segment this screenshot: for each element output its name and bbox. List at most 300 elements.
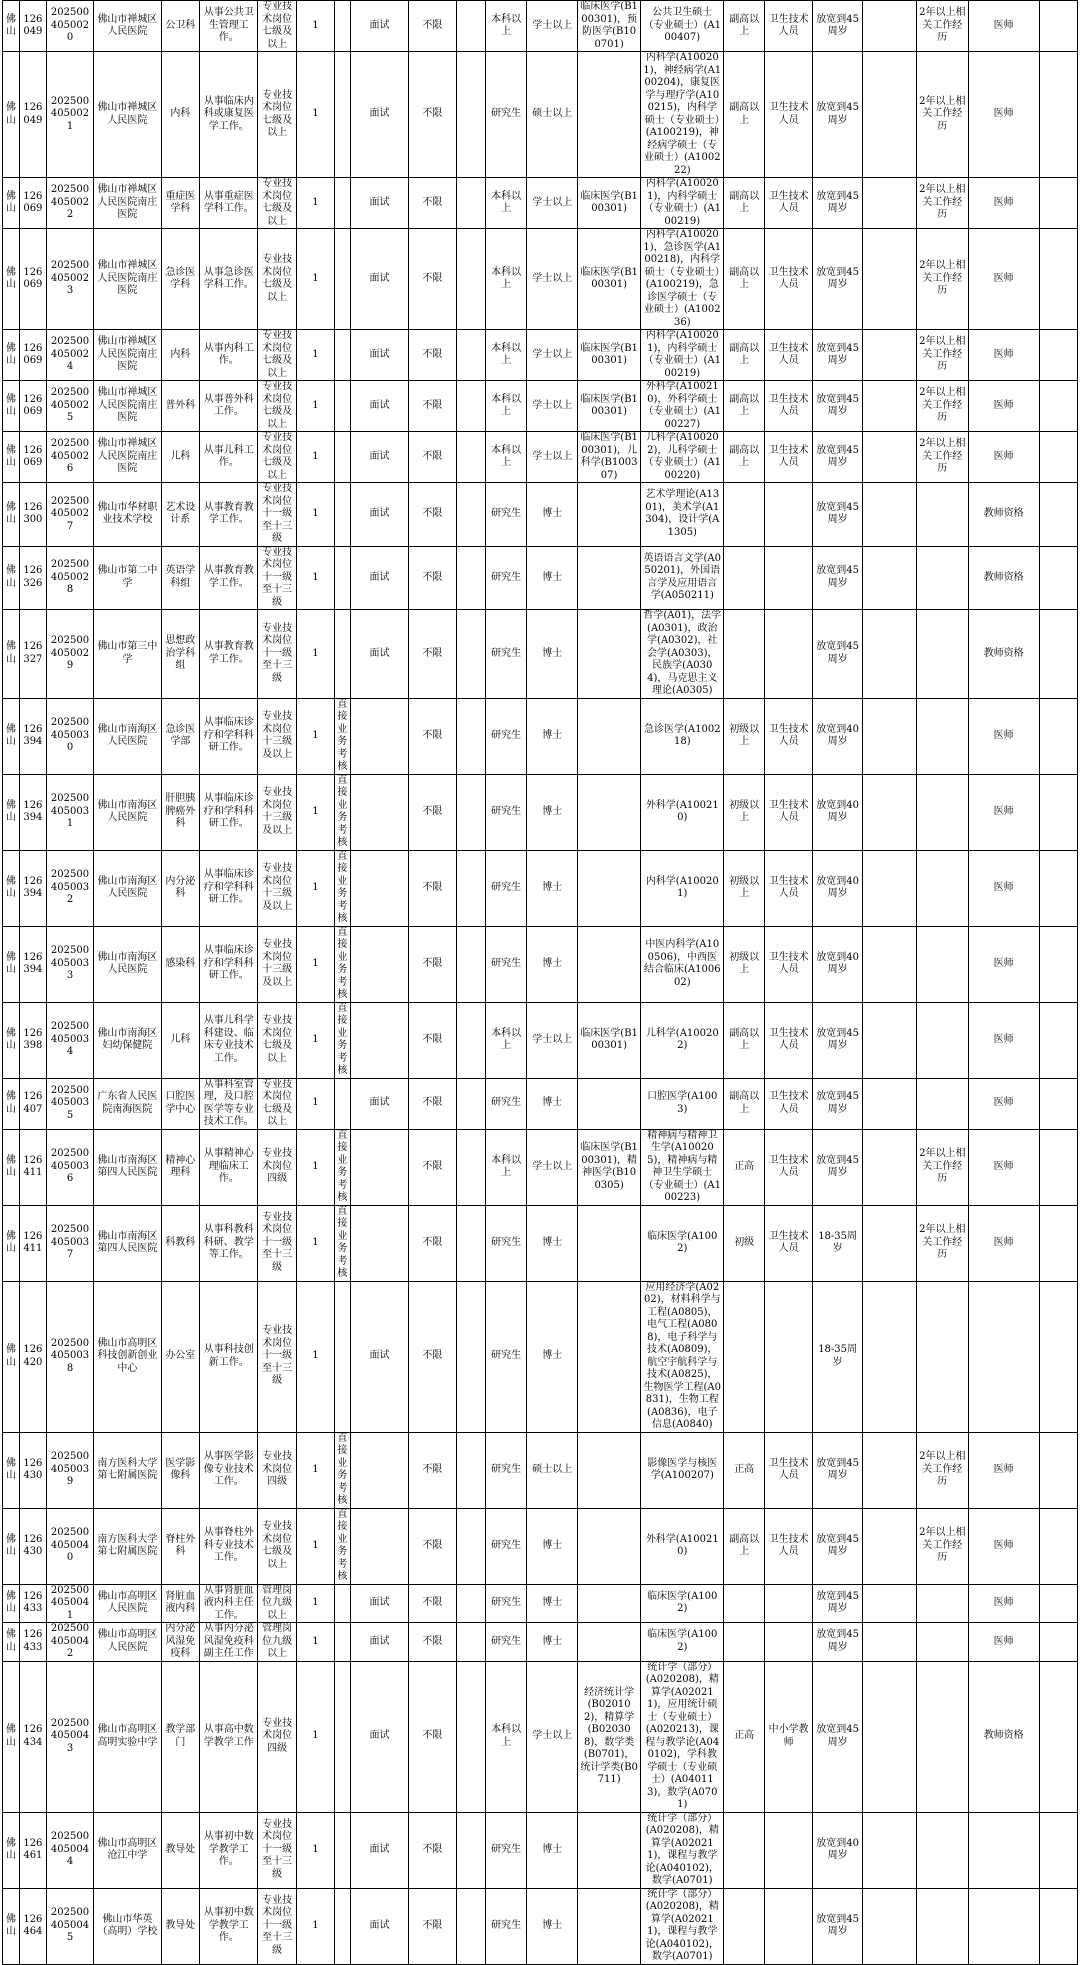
cell-headcount: 1 xyxy=(296,1281,334,1432)
cell-exam-method: 面试 xyxy=(350,1281,409,1432)
cell-title-requirement: 副高以上 xyxy=(724,381,765,432)
cell-age-limit: 放宽到45周岁 xyxy=(813,1508,863,1584)
cell-other-requirement: 医师 xyxy=(968,432,1039,483)
cell-exam-method xyxy=(350,774,409,850)
cell-work-experience xyxy=(916,926,968,1002)
cell-blank-4 xyxy=(1039,1508,1077,1584)
cell-graduate-major: 外科学(A100210)，外科学硕士（专业硕士）(A100227) xyxy=(641,381,724,432)
cell-age-limit: 放宽到45周岁 xyxy=(813,1,863,52)
cell-blank-2 xyxy=(456,1623,485,1662)
cell-region: 佛山 xyxy=(3,1205,20,1281)
cell-unit-name: 南方医科大学第七附属医院 xyxy=(94,1508,162,1584)
cell-title-requirement: 副高以上 xyxy=(724,178,765,229)
cell-unit-name: 佛山市南海区人民医院 xyxy=(94,926,162,1002)
cell-department: 思想政治学科组 xyxy=(161,610,199,699)
cell-other-requirement: 医师 xyxy=(968,1205,1039,1281)
cell-blank-2 xyxy=(456,774,485,850)
cell-exam-ratio: 不限 xyxy=(409,432,456,483)
cell-unit-name: 佛山市禅城区人民医院南庄医院 xyxy=(94,178,162,229)
cell-region: 佛山 xyxy=(3,546,20,610)
cell-headcount: 1 xyxy=(296,610,334,699)
cell-title-requirement: 副高以上 xyxy=(724,229,765,330)
cell-title-requirement: 初级以上 xyxy=(724,698,765,774)
cell-blank-4 xyxy=(1039,1888,1077,1964)
cell-work-experience: 2年以上相关工作经历 xyxy=(916,432,968,483)
cell-headcount: 1 xyxy=(296,178,334,229)
cell-degree: 博士 xyxy=(527,850,578,926)
cell-graduate-major: 急诊医学(A100218) xyxy=(641,698,724,774)
cell-age-limit: 放宽到45周岁 xyxy=(813,178,863,229)
table-row xyxy=(3,229,1078,330)
cell-blank-1: 直接业务考核 xyxy=(335,1205,351,1281)
cell-post-level: 专业技术岗位四级 xyxy=(258,1129,296,1205)
cell-work-experience: 2年以上相关工作经历 xyxy=(916,1205,968,1281)
cell-blank-2 xyxy=(456,483,485,547)
cell-blank-2 xyxy=(456,229,485,330)
cell-qualification-type: 卫生技术人员 xyxy=(764,381,812,432)
cell-department: 办公室 xyxy=(161,1281,199,1432)
cell-unit-name: 佛山市南海区人民医院 xyxy=(94,698,162,774)
cell-job-description: 从事教育教学工作。 xyxy=(199,546,258,610)
cell-age-limit: 放宽到45周岁 xyxy=(813,1888,863,1964)
cell-title-requirement: 正高 xyxy=(724,1129,765,1205)
cell-exam-method xyxy=(350,926,409,1002)
cell-age-limit: 放宽到40周岁 xyxy=(813,926,863,1002)
cell-region: 佛山 xyxy=(3,52,20,178)
cell-undergrad-major: 临床医学(B100301) xyxy=(578,178,641,229)
cell-blank-2 xyxy=(456,1,485,52)
cell-work-experience xyxy=(916,774,968,850)
cell-undergrad-major xyxy=(578,774,641,850)
cell-exam-ratio: 不限 xyxy=(409,546,456,610)
cell-undergrad-major xyxy=(578,926,641,1002)
cell-blank-1 xyxy=(335,1078,351,1129)
cell-education: 研究生 xyxy=(485,698,527,774)
cell-region: 佛山 xyxy=(3,774,20,850)
cell-unit-code: 126464 xyxy=(19,1888,46,1964)
cell-graduate-major: 统计学（部分）(A020208)，精算学(A020211)，课程与教学论(A040102)，数学(A0701) xyxy=(641,1812,724,1888)
cell-blank-2 xyxy=(456,610,485,699)
cell-job-description: 从事教育教学工作。 xyxy=(199,483,258,547)
cell-exam-ratio: 不限 xyxy=(409,774,456,850)
cell-graduate-major: 临床医学(A1002) xyxy=(641,1623,724,1662)
cell-other-requirement: 医师 xyxy=(968,330,1039,381)
cell-blank-2 xyxy=(456,1584,485,1623)
cell-exam-method: 面试 xyxy=(350,178,409,229)
cell-region: 佛山 xyxy=(3,926,20,1002)
cell-graduate-major: 内科学(A100201) xyxy=(641,850,724,926)
cell-blank-2 xyxy=(456,1002,485,1078)
cell-blank-3 xyxy=(862,1,916,52)
cell-undergrad-major: 临床医学(B100301) xyxy=(578,381,641,432)
cell-region: 佛山 xyxy=(3,483,20,547)
cell-post-level: 专业技术岗位十三级及以上 xyxy=(258,774,296,850)
cell-department: 肝胆胰脾癌外科 xyxy=(161,774,199,850)
cell-headcount: 1 xyxy=(296,1508,334,1584)
cell-age-limit: 放宽到45周岁 xyxy=(813,229,863,330)
cell-region: 佛山 xyxy=(3,1432,20,1508)
cell-age-limit: 放宽到45周岁 xyxy=(813,1661,863,1812)
cell-blank-4 xyxy=(1039,926,1077,1002)
cell-region: 佛山 xyxy=(3,229,20,330)
cell-qualification-type: 卫生技术人员 xyxy=(764,1129,812,1205)
cell-work-experience: 2年以上相关工作经历 xyxy=(916,1432,968,1508)
cell-graduate-major: 应用经济学(A0202)，材料科学与工程(A0805)，电气工程(A0808)，电子科学与技术(A0809)，航空宇航科学与技术(A0825)，生物医学工程(A0831)，生物工程(A0836)，电子信息(A0840) xyxy=(641,1281,724,1432)
cell-age-limit: 放宽到40周岁 xyxy=(813,1812,863,1888)
cell-blank-1 xyxy=(335,178,351,229)
cell-job-description: 从事脊柱外科专业技术工作。 xyxy=(199,1508,258,1584)
cell-blank-2 xyxy=(456,1432,485,1508)
cell-blank-1: 直接业务考核 xyxy=(335,698,351,774)
cell-work-experience: 2年以上相关工作经历 xyxy=(916,1129,968,1205)
cell-degree: 硕士以上 xyxy=(527,52,578,178)
cell-blank-3 xyxy=(862,1078,916,1129)
cell-post-code: 2025004050020 xyxy=(46,1,93,52)
cell-graduate-major: 内科学(A100201)，内科学硕士（专业硕士）(A100219) xyxy=(641,330,724,381)
cell-title-requirement xyxy=(724,546,765,610)
cell-exam-method: 面试 xyxy=(350,1623,409,1662)
table-row xyxy=(3,1508,1078,1584)
cell-degree: 学士以上 xyxy=(527,178,578,229)
cell-post-level: 专业技术岗位七级及以上 xyxy=(258,432,296,483)
cell-education: 本科以上 xyxy=(485,178,527,229)
cell-education: 本科以上 xyxy=(485,1002,527,1078)
cell-region: 佛山 xyxy=(3,381,20,432)
cell-age-limit: 放宽到45周岁 xyxy=(813,546,863,610)
cell-blank-3 xyxy=(862,381,916,432)
cell-unit-name: 佛山市高明区科技创新创业中心 xyxy=(94,1281,162,1432)
cell-education: 本科以上 xyxy=(485,330,527,381)
cell-post-code: 2025004050034 xyxy=(46,1002,93,1078)
cell-title-requirement: 副高以上 xyxy=(724,1002,765,1078)
cell-work-experience: 2年以上相关工作经历 xyxy=(916,330,968,381)
cell-other-requirement: 医师 xyxy=(968,229,1039,330)
cell-education: 研究生 xyxy=(485,1432,527,1508)
cell-unit-name: 佛山市禅城区人民医院南庄医院 xyxy=(94,381,162,432)
cell-undergrad-major xyxy=(578,483,641,547)
cell-job-description: 从事急诊医学科工作。 xyxy=(199,229,258,330)
cell-work-experience xyxy=(916,1281,968,1432)
cell-age-limit: 放宽到45周岁 xyxy=(813,1432,863,1508)
cell-department: 儿科 xyxy=(161,1002,199,1078)
cell-unit-name: 佛山市南海区第四人民医院 xyxy=(94,1205,162,1281)
cell-other-requirement: 医师 xyxy=(968,52,1039,178)
cell-blank-3 xyxy=(862,1812,916,1888)
cell-exam-method: 面试 xyxy=(350,1,409,52)
table-row xyxy=(3,1623,1078,1662)
cell-blank-3 xyxy=(862,1002,916,1078)
cell-post-code: 2025004050021 xyxy=(46,52,93,178)
cell-headcount: 1 xyxy=(296,926,334,1002)
cell-exam-ratio: 不限 xyxy=(409,850,456,926)
cell-unit-name: 佛山市南海区人民医院 xyxy=(94,774,162,850)
cell-blank-2 xyxy=(456,1661,485,1812)
cell-job-description: 从事科教科科研、教学等工作。 xyxy=(199,1205,258,1281)
cell-graduate-major: 口腔医学(A1003) xyxy=(641,1078,724,1129)
cell-undergrad-major xyxy=(578,546,641,610)
cell-work-experience: 2年以上相关工作经历 xyxy=(916,178,968,229)
cell-headcount: 1 xyxy=(296,1812,334,1888)
cell-unit-name: 佛山市南海区妇幼保健院 xyxy=(94,1002,162,1078)
cell-blank-4 xyxy=(1039,1078,1077,1129)
cell-other-requirement: 医师 xyxy=(968,1,1039,52)
cell-job-description: 从事初中数学教学工作。 xyxy=(199,1888,258,1964)
cell-education: 本科以上 xyxy=(485,432,527,483)
cell-other-requirement: 教师资格 xyxy=(968,546,1039,610)
cell-exam-method xyxy=(350,850,409,926)
cell-unit-name: 佛山市禅城区人民医院南庄医院 xyxy=(94,229,162,330)
table-row xyxy=(3,1432,1078,1508)
cell-degree: 学士以上 xyxy=(527,1129,578,1205)
cell-department: 精神心理科 xyxy=(161,1129,199,1205)
cell-headcount: 1 xyxy=(296,1129,334,1205)
cell-exam-ratio: 不限 xyxy=(409,229,456,330)
cell-blank-4 xyxy=(1039,178,1077,229)
cell-graduate-major: 临床医学(A1002) xyxy=(641,1205,724,1281)
cell-graduate-major: 内科学(A100201)，急诊医学(A100218)，内科学硕士（专业硕士）(A100219)，急诊医学硕士（专业硕士）(A100236) xyxy=(641,229,724,330)
cell-unit-code: 126069 xyxy=(19,432,46,483)
cell-degree: 学士以上 xyxy=(527,1661,578,1812)
cell-job-description: 从事临床诊疗和学科科研工作。 xyxy=(199,774,258,850)
cell-blank-2 xyxy=(456,52,485,178)
cell-graduate-major: 儿科学(A100202) xyxy=(641,1002,724,1078)
cell-work-experience xyxy=(916,1078,968,1129)
cell-job-description: 从事教育教学工作。 xyxy=(199,610,258,699)
cell-qualification-type: 卫生技术人员 xyxy=(764,1078,812,1129)
table-body xyxy=(3,1,1078,1965)
cell-work-experience xyxy=(916,1623,968,1662)
cell-other-requirement: 医师 xyxy=(968,926,1039,1002)
cell-post-code: 2025004050025 xyxy=(46,381,93,432)
cell-exam-method: 面试 xyxy=(350,381,409,432)
table-row xyxy=(3,1002,1078,1078)
cell-undergrad-major xyxy=(578,610,641,699)
cell-education: 研究生 xyxy=(485,610,527,699)
cell-post-level: 专业技术岗位十一级至十三级 xyxy=(258,546,296,610)
cell-unit-code: 126069 xyxy=(19,381,46,432)
cell-region: 佛山 xyxy=(3,1508,20,1584)
cell-other-requirement xyxy=(968,1812,1039,1888)
cell-graduate-major: 内科学(A100201)，内科学硕士（专业硕士）(A100219) xyxy=(641,178,724,229)
cell-qualification-type xyxy=(764,610,812,699)
cell-job-description: 从事临床诊疗和学科科研工作。 xyxy=(199,926,258,1002)
cell-post-code: 2025004050040 xyxy=(46,1508,93,1584)
cell-post-level: 专业技术岗位七级及以上 xyxy=(258,381,296,432)
cell-qualification-type: 卫生技术人员 xyxy=(764,432,812,483)
cell-title-requirement xyxy=(724,483,765,547)
cell-exam-ratio: 不限 xyxy=(409,381,456,432)
cell-degree: 博士 xyxy=(527,1584,578,1623)
cell-unit-name: 佛山市高明区人民医院 xyxy=(94,1623,162,1662)
cell-exam-method: 面试 xyxy=(350,483,409,547)
cell-unit-name: 佛山市禅城区人民医院南庄医院 xyxy=(94,330,162,381)
cell-unit-code: 126407 xyxy=(19,1078,46,1129)
cell-other-requirement: 医师 xyxy=(968,1432,1039,1508)
cell-undergrad-major: 经济统计学(B020102)，精算学(B020308)，数学类(B0701)，统计学类(B0711) xyxy=(578,1661,641,1812)
cell-other-requirement: 教师资格 xyxy=(968,1661,1039,1812)
cell-blank-4 xyxy=(1039,52,1077,178)
cell-education: 本科以上 xyxy=(485,1661,527,1812)
cell-headcount: 1 xyxy=(296,1,334,52)
cell-exam-ratio: 不限 xyxy=(409,926,456,1002)
cell-post-level: 专业技术岗位十三级及以上 xyxy=(258,926,296,1002)
cell-other-requirement: 医师 xyxy=(968,1002,1039,1078)
cell-exam-method: 面试 xyxy=(350,1888,409,1964)
cell-department: 感染科 xyxy=(161,926,199,1002)
table-row xyxy=(3,483,1078,547)
cell-unit-code: 126049 xyxy=(19,1,46,52)
table-row xyxy=(3,1812,1078,1888)
cell-education: 研究生 xyxy=(485,1281,527,1432)
cell-undergrad-major: 临床医学(B100301)，儿科学(B100307) xyxy=(578,432,641,483)
cell-post-code: 2025004050035 xyxy=(46,1078,93,1129)
cell-qualification-type xyxy=(764,1281,812,1432)
cell-post-code: 2025004050039 xyxy=(46,1432,93,1508)
cell-unit-name: 佛山市禅城区人民医院 xyxy=(94,1,162,52)
cell-blank-1 xyxy=(335,1281,351,1432)
cell-blank-3 xyxy=(862,1281,916,1432)
cell-headcount: 1 xyxy=(296,774,334,850)
cell-education: 研究生 xyxy=(485,1888,527,1964)
cell-unit-name: 佛山市华材职业技术学校 xyxy=(94,483,162,547)
cell-degree: 博士 xyxy=(527,1205,578,1281)
cell-blank-2 xyxy=(456,1281,485,1432)
cell-exam-method xyxy=(350,1432,409,1508)
cell-unit-code: 126069 xyxy=(19,229,46,330)
cell-education: 研究生 xyxy=(485,1623,527,1662)
cell-degree: 学士以上 xyxy=(527,330,578,381)
cell-exam-ratio: 不限 xyxy=(409,1281,456,1432)
cell-post-level: 专业技术岗位七级及以上 xyxy=(258,229,296,330)
cell-blank-4 xyxy=(1039,1661,1077,1812)
cell-qualification-type xyxy=(764,1623,812,1662)
cell-age-limit: 放宽到45周岁 xyxy=(813,432,863,483)
cell-undergrad-major xyxy=(578,698,641,774)
cell-education: 本科以上 xyxy=(485,1129,527,1205)
cell-undergrad-major xyxy=(578,1205,641,1281)
cell-graduate-major: 艺术学理论(A1301)，美术学(A1304)，设计学(A1305) xyxy=(641,483,724,547)
cell-headcount: 1 xyxy=(296,1205,334,1281)
cell-exam-ratio: 不限 xyxy=(409,1508,456,1584)
cell-unit-code: 126434 xyxy=(19,1661,46,1812)
cell-headcount: 1 xyxy=(296,850,334,926)
cell-qualification-type xyxy=(764,483,812,547)
cell-post-level: 专业技术岗位十三级及以上 xyxy=(258,698,296,774)
cell-unit-code: 126394 xyxy=(19,774,46,850)
cell-work-experience: 2年以上相关工作经历 xyxy=(916,1508,968,1584)
cell-blank-2 xyxy=(456,546,485,610)
cell-undergrad-major xyxy=(578,1078,641,1129)
cell-headcount: 1 xyxy=(296,1888,334,1964)
cell-exam-ratio: 不限 xyxy=(409,1002,456,1078)
cell-job-description: 从事公共卫生管理工作。 xyxy=(199,1,258,52)
cell-blank-3 xyxy=(862,178,916,229)
cell-work-experience xyxy=(916,546,968,610)
cell-title-requirement: 初级以上 xyxy=(724,850,765,926)
cell-unit-name: 佛山市第二中学 xyxy=(94,546,162,610)
cell-job-description: 从事重症医学科工作。 xyxy=(199,178,258,229)
table-row xyxy=(3,1205,1078,1281)
cell-blank-4 xyxy=(1039,1584,1077,1623)
cell-exam-ratio: 不限 xyxy=(409,1,456,52)
cell-post-code: 2025004050038 xyxy=(46,1281,93,1432)
recruitment-table-sheet xyxy=(2,0,1078,1965)
cell-post-level: 专业技术岗位十一级至十三级 xyxy=(258,1812,296,1888)
cell-other-requirement: 医师 xyxy=(968,1508,1039,1584)
cell-degree: 博士 xyxy=(527,1623,578,1662)
table-row xyxy=(3,432,1078,483)
cell-graduate-major: 统计学（部分）(A020208)，精算学(A020211)，课程与教学论(A040102)，数学(A0701) xyxy=(641,1888,724,1964)
cell-exam-ratio: 不限 xyxy=(409,1584,456,1623)
cell-blank-1 xyxy=(335,229,351,330)
cell-qualification-type xyxy=(764,1812,812,1888)
cell-region: 佛山 xyxy=(3,610,20,699)
cell-post-level: 专业技术岗位十一级至十三级 xyxy=(258,610,296,699)
cell-graduate-major: 统计学（部分）(A020208)，精算学(A020211)，应用统计硕士（专业硕士）(A020213)，课程与教学论(A040102)，学科教学硕士（专业硕士）(A040113)，数学(A0701) xyxy=(641,1661,724,1812)
cell-degree: 博士 xyxy=(527,1281,578,1432)
cell-blank-3 xyxy=(862,330,916,381)
cell-other-requirement: 医师 xyxy=(968,1078,1039,1129)
cell-post-level: 专业技术岗位十一级至十三级 xyxy=(258,483,296,547)
cell-blank-2 xyxy=(456,432,485,483)
cell-post-level: 专业技术岗位七级及以上 xyxy=(258,1002,296,1078)
cell-post-level: 专业技术岗位七级及以上 xyxy=(258,178,296,229)
cell-department: 脊柱外科 xyxy=(161,1508,199,1584)
cell-title-requirement xyxy=(724,1623,765,1662)
cell-blank-3 xyxy=(862,850,916,926)
cell-job-description: 从事临床诊疗和学科科研工作。 xyxy=(199,850,258,926)
cell-exam-method: 面试 xyxy=(350,546,409,610)
cell-blank-2 xyxy=(456,330,485,381)
cell-degree: 博士 xyxy=(527,926,578,1002)
cell-post-level: 专业技术岗位四级 xyxy=(258,1661,296,1812)
cell-undergrad-major xyxy=(578,1812,641,1888)
cell-unit-code: 126069 xyxy=(19,330,46,381)
cell-qualification-type: 卫生技术人员 xyxy=(764,1508,812,1584)
cell-qualification-type: 卫生技术人员 xyxy=(764,850,812,926)
cell-blank-1 xyxy=(335,483,351,547)
cell-region: 佛山 xyxy=(3,432,20,483)
cell-unit-code: 126411 xyxy=(19,1129,46,1205)
cell-education: 研究生 xyxy=(485,1812,527,1888)
cell-blank-1: 直接业务考核 xyxy=(335,1002,351,1078)
cell-exam-ratio: 不限 xyxy=(409,330,456,381)
cell-post-level: 专业技术岗位十一级至十三级 xyxy=(258,1205,296,1281)
cell-exam-ratio: 不限 xyxy=(409,1661,456,1812)
cell-job-description: 从事医学影像专业技术工作。 xyxy=(199,1432,258,1508)
cell-blank-3 xyxy=(862,546,916,610)
cell-region: 佛山 xyxy=(3,1129,20,1205)
cell-department: 口腔医学中心 xyxy=(161,1078,199,1129)
cell-blank-4 xyxy=(1039,1129,1077,1205)
cell-unit-code: 126394 xyxy=(19,926,46,1002)
cell-degree: 博士 xyxy=(527,483,578,547)
cell-other-requirement: 教师资格 xyxy=(968,483,1039,547)
cell-blank-1 xyxy=(335,1584,351,1623)
cell-age-limit: 放宽到45周岁 xyxy=(813,1584,863,1623)
cell-undergrad-major: 临床医学(B100301)，精神医学(B100305) xyxy=(578,1129,641,1205)
cell-post-level: 专业技术岗位七级及以上 xyxy=(258,1078,296,1129)
cell-unit-code: 126433 xyxy=(19,1584,46,1623)
cell-post-level: 专业技术岗位十一级至十三级 xyxy=(258,1281,296,1432)
cell-blank-3 xyxy=(862,1432,916,1508)
cell-job-description: 从事高中数学教学工作 xyxy=(199,1661,258,1812)
cell-job-description: 从事临床内科或康复医学工作。 xyxy=(199,52,258,178)
cell-degree: 学士以上 xyxy=(527,1,578,52)
cell-graduate-major: 哲学(A01)，法学(A0301)，政治学(A0302)，社会学(A0303)，民族学(A0304)，马克思主义理论(A0305) xyxy=(641,610,724,699)
cell-department: 内科 xyxy=(161,52,199,178)
cell-exam-ratio: 不限 xyxy=(409,698,456,774)
